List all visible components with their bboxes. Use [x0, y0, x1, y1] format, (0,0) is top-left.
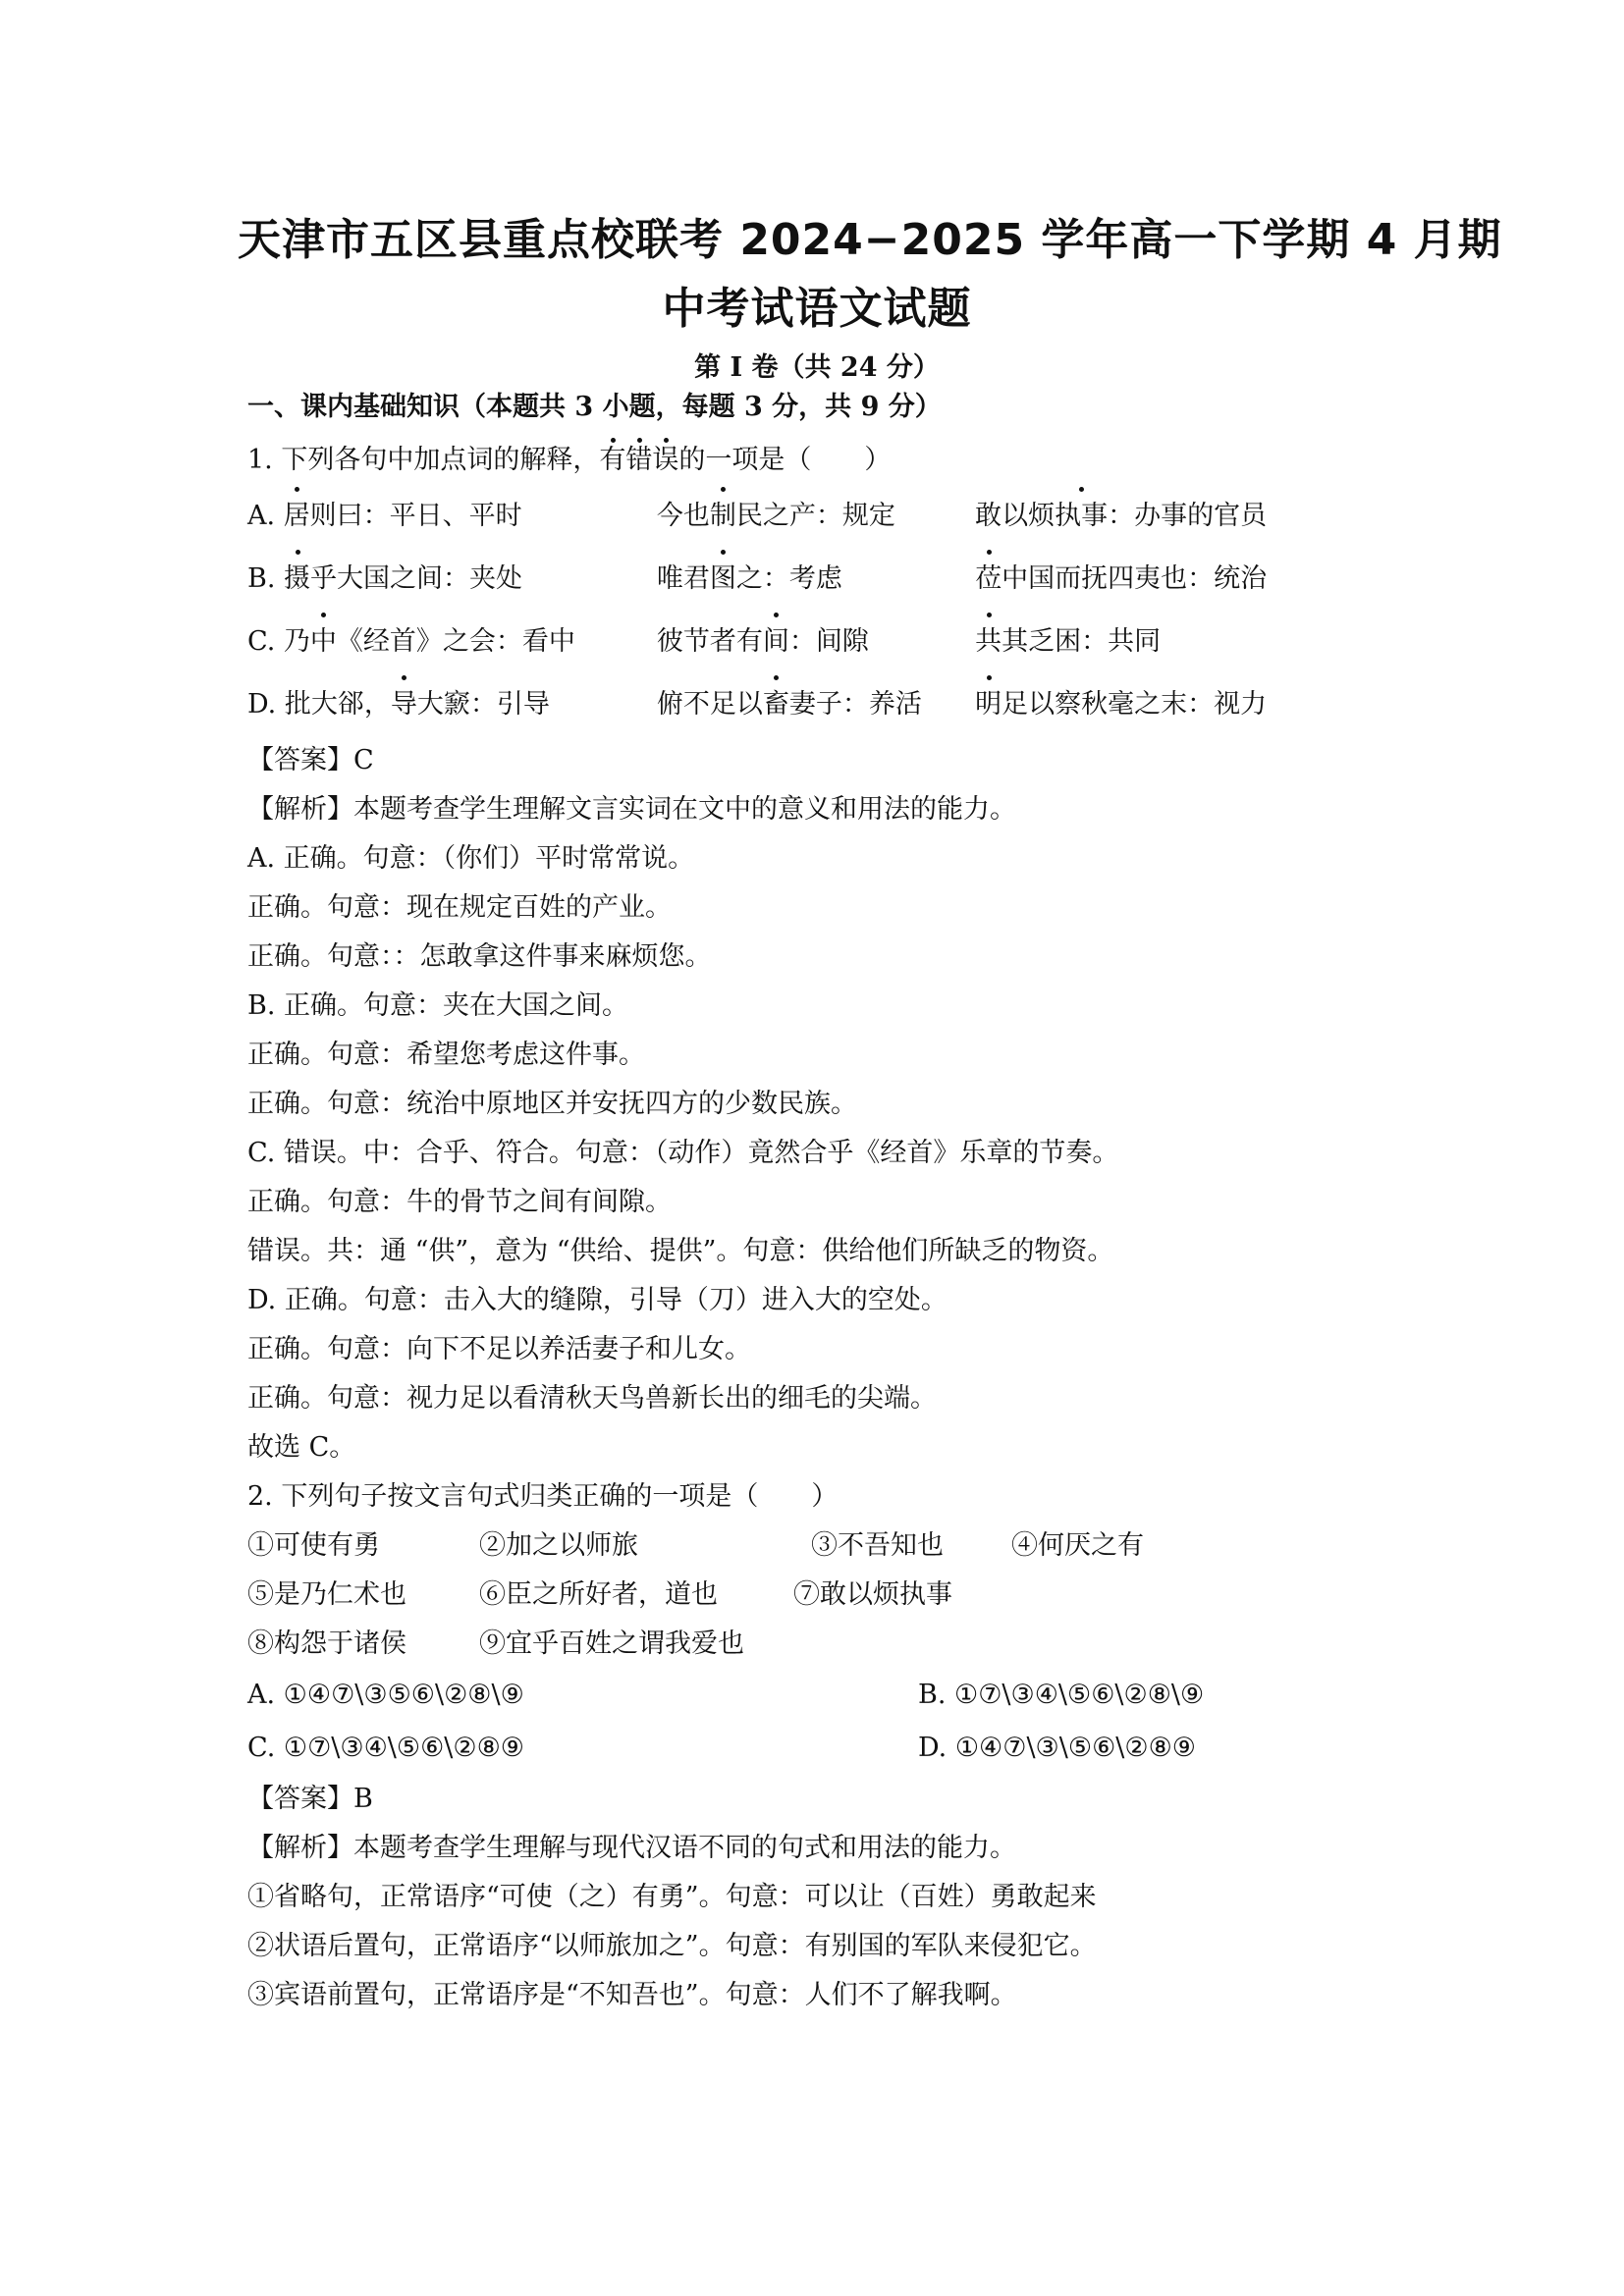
q1-explanation-line: 正确。句意：统治中原地区并安抚四方的少数民族。 — [247, 1089, 857, 1119]
q2-sentence-list — [247, 1522, 1386, 1669]
q2-choices-row-1 — [247, 1669, 1386, 1722]
q1-explanation-line: 正确。句意：：怎敢拿这件事来麻烦您。 — [247, 941, 712, 972]
emphasis-dot-char: 中 — [310, 611, 337, 673]
emphasis-dot-char: 有 — [599, 436, 625, 485]
emphasis-dot-char: 间 — [763, 611, 789, 673]
q2-item: ①可使有勇 — [247, 1530, 380, 1561]
q2-items-row — [247, 1522, 1386, 1571]
emphasis-dot-char: 执事 — [1055, 485, 1108, 548]
q2-choice-d: D. ①④⑦\③\⑤⑥\②⑧⑨ — [918, 1733, 1196, 1763]
q2-explanation-line: ③宾语前置句，正常语序是“不知吾也”。句意：人们不了解我啊。 — [247, 1980, 1017, 2010]
emphasis-dot-char: 制 — [710, 485, 736, 548]
q2-item: ⑤是乃仁术也 — [247, 1579, 406, 1610]
title-line-2: 中考试语文试题 — [662, 284, 972, 334]
q1-explanation-line: 【解析】本题考查学生理解文言实词在文中的意义和用法的能力。 — [247, 794, 1016, 825]
emphasis-dot-char: 误 — [652, 436, 678, 485]
q2-items-row — [247, 1571, 1386, 1620]
q2-item: ⑥臣之所好者，道也 — [479, 1579, 718, 1610]
q1-explanation-line: 正确。句意：向下不足以养活妻子和儿女。 — [247, 1334, 751, 1364]
emphasis-dot-char: 共 — [975, 611, 1001, 673]
q1-explanation-line: 正确。句意：视力足以看清秋天鸟兽新长出的细毛的尖端。 — [247, 1383, 937, 1414]
q1-option-d: D. 批大郤，导大窾：引导 俯不足以畜妻子：养活 明足以察秋毫之末：视力 — [247, 673, 1386, 736]
q2-choice-a: A. ①④⑦\③⑤⑥\②⑧\⑨ — [247, 1680, 524, 1710]
title-line-1: 天津市五区县重点校联考 2024−2025 学年高一下学期 4 月期 — [238, 215, 1502, 265]
emphasis-dot-char: 居 — [284, 485, 310, 548]
emphasis-dot-char: 明 — [975, 673, 1001, 736]
emphasis-dot-char: 莅 — [975, 548, 1001, 611]
exam-title — [238, 206, 1502, 344]
q1-option-a: A. 居则曰：平日、平时 今也制民之产：规定 敢以烦执事：办事的官员 — [247, 485, 1386, 548]
q2-item: ⑧构怨于诸侯 — [247, 1629, 406, 1659]
q2-stem: 2. 下列句子按文言句式归类正确的一项是（ ） — [247, 1481, 839, 1512]
q1-explanation-line: 正确。句意：牛的骨节之间有间隙。 — [247, 1187, 672, 1217]
q2-answer: 【答案】B — [247, 1784, 373, 1814]
q1-explanation-line: 故选 C。 — [247, 1432, 356, 1463]
q1-answer: 【答案】C — [247, 745, 374, 775]
q1-option-b: B. 摄乎大国之间：夹处 唯君图之：考虑 莅中国而抚四夷也：统治 — [247, 548, 1386, 611]
section-heading: 一、课内基础知识（本题共 3 小题，每题 3 分，共 9 分） — [247, 392, 942, 422]
q2-choice-c: C. ①⑦\③④\⑤⑥\②⑧⑨ — [247, 1733, 524, 1763]
emphasis-dot-char: 图 — [710, 548, 736, 611]
emphasis-dot-char: 导 — [391, 673, 417, 736]
part-heading: 第 I 卷（共 24 分） — [694, 352, 940, 383]
q1-option-c: C. 乃中《经首》之会：看中 彼节者有间：间隙 共其乏困：共同 — [247, 611, 1386, 673]
q2-explanation-line: ②状语后置句，正常语序“以师旅加之”。句意：有别国的军队来侵犯它。 — [247, 1931, 1097, 1961]
q2-item: ②加之以师旅 — [479, 1530, 638, 1561]
q2-item: ③不吾知也 — [811, 1530, 944, 1561]
q1-explanation-line: 正确。句意：希望您考虑这件事。 — [247, 1040, 645, 1070]
q1-explanation-line: 错误。共：通 “供”，意为 “供给、提供”。句意：供给他们所缺乏的物资。 — [247, 1236, 1114, 1266]
q1-explanation-line: 正确。句意：现在规定百姓的产业。 — [247, 892, 672, 923]
q1-answer-block — [247, 736, 1386, 1472]
exam-page — [238, 206, 1502, 2020]
q2-item: ④何厌之有 — [1011, 1530, 1144, 1561]
emphasis-dot-char: 畜 — [763, 673, 789, 736]
q2-item: ⑨宜乎百姓之谓我爱也 — [479, 1629, 744, 1659]
q2-answer-block — [247, 1775, 1386, 2020]
emphasis-dot-char: 摄 — [284, 548, 310, 611]
q2-item: ⑦敢以烦执事 — [793, 1579, 952, 1610]
emphasis-dot-char: 错 — [625, 436, 652, 485]
q2-items-row — [247, 1620, 1386, 1669]
q1-explanation-line: A. 正确。句意：（你们）平时常常说。 — [247, 843, 695, 874]
q2-choices-row-2 — [247, 1722, 1386, 1775]
q2-choice-b: B. ①⑦\③④\⑤⑥\②⑧\⑨ — [918, 1680, 1205, 1710]
q2-explanation-line: ①省略句，正常语序“可使（之）有勇”。句意：可以让（百姓）勇敢起来 — [247, 1882, 1097, 1912]
q1-explanation-line: B. 正确。句意：夹在大国之间。 — [247, 990, 629, 1021]
q1-explanation-line: D. 正确。句意：击入大的缝隙，引导（刀）进入大的空处。 — [247, 1285, 947, 1315]
q1-stem: 1. 下列各句中加点词的解释，有错误的一项是（ ） — [247, 436, 1386, 485]
q2-explanation-line: 【解析】本题考查学生理解与现代汉语不同的句式和用法的能力。 — [247, 1833, 1016, 1863]
q1-explanation-line: C. 错误。中：合乎、符合。句意：（动作）竟然合乎《经首》乐章的节奏。 — [247, 1138, 1119, 1168]
